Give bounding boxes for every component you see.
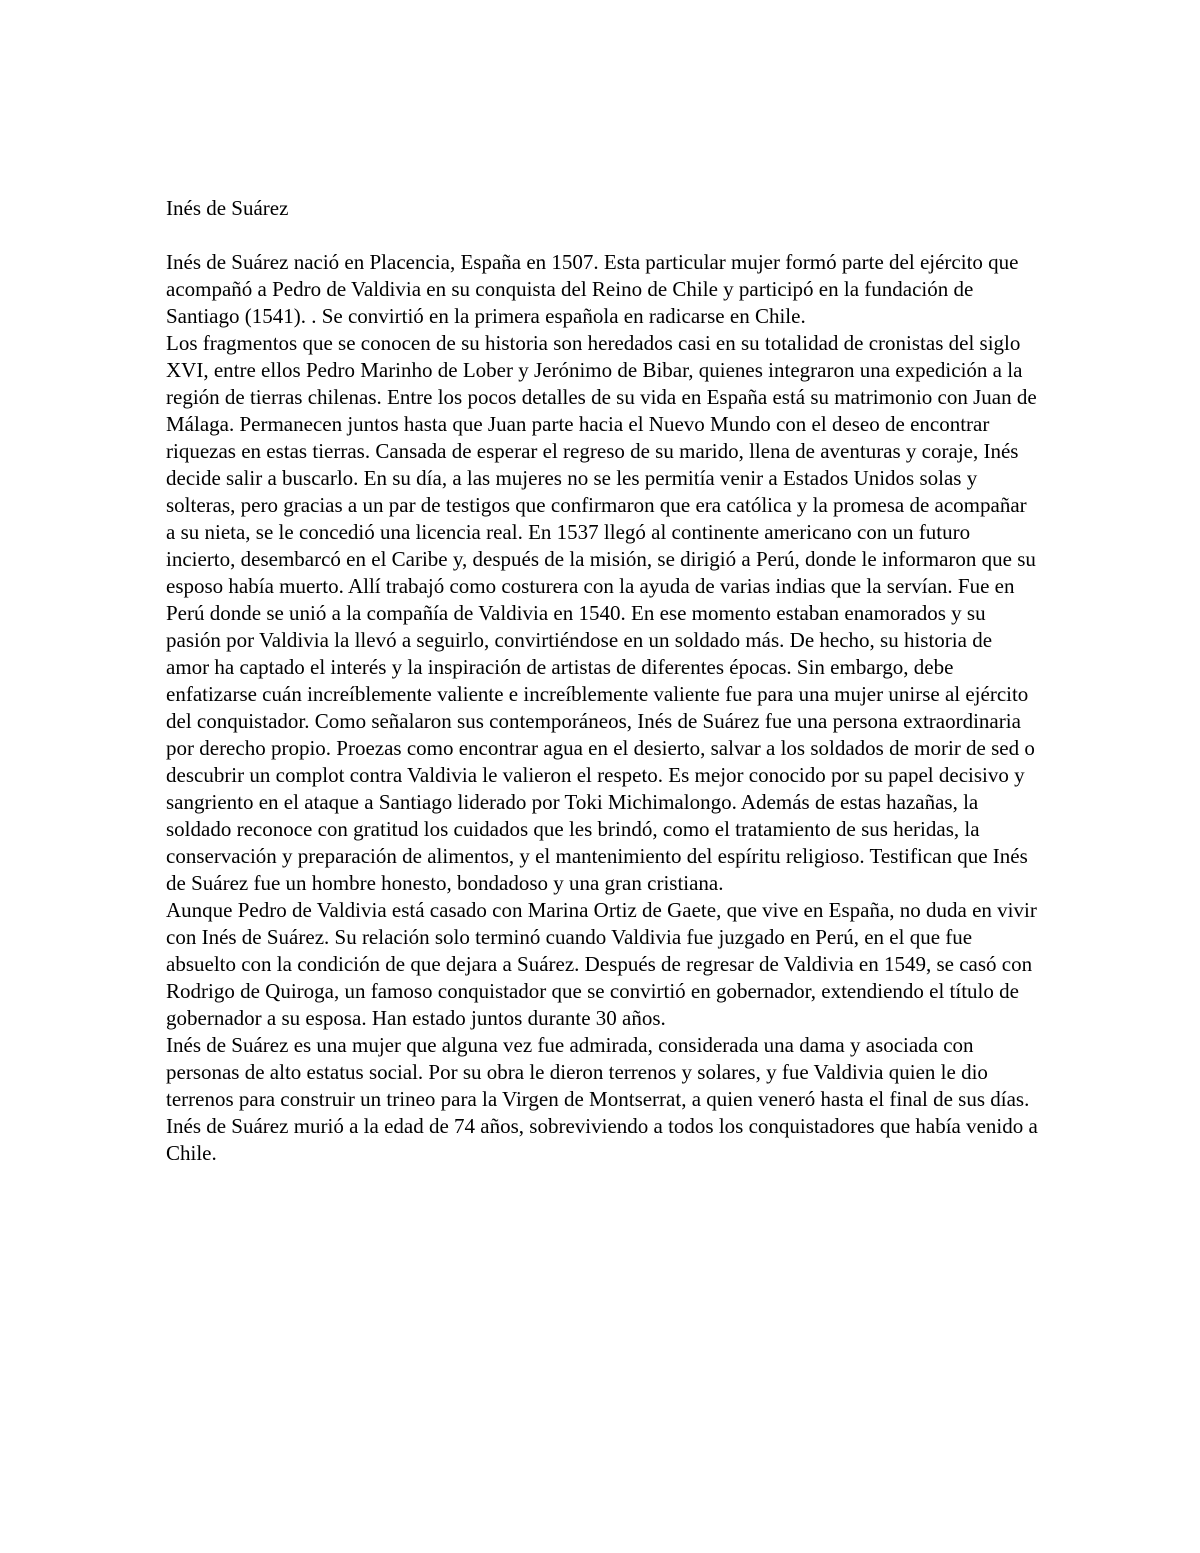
paragraph-3: Aunque Pedro de Valdivia está casado con Marina Ortiz de Gaete, que vive en España, no duda en vivir con Inés de Suárez. Su relación solo terminó cuando Valdivia fue juzgado en Perú, en el que fue absuelto con la condición de que dejara a Suárez. Después de regresar de Valdivia en 1549, se casó con Rodrigo de Quiroga, un famoso conquistador que se convirtió en gobernador, extendiendo el título de gobernador a su esposa. Han estado juntos durante 30 años. xyxy=(166,898,1037,1030)
paragraph-2: Los fragmentos que se conocen de su historia son heredados casi en su totalidad de cronistas del siglo XVI, entre ellos Pedro Marinho de Lober y Jerónimo de Bibar, quienes integraron una expedición a la región de tierras chilenas. Entre los pocos detalles de su vida en España está su matrimonio con Juan de Málaga. Permanecen juntos hasta que Juan parte hacia el Nuevo Mundo con el deseo de encontrar riquezas en estas tierras. Cansada de esperar el regreso de su marido, llena de aventuras y coraje, Inés decide salir a buscarlo. En su día, a las mujeres no se les permitía venir a Estados Unidos solas y solteras, pero gracias a un par de testigos que confirmaron que era católica y la promesa de acompañar a su nieta, se le concedió una licencia real. En 1537 llegó al continente americano con un futuro incierto, desembarcó en el Caribe y, después de la misión, se dirigió a Perú, donde le informaron que su esposo había muerto. Allí trabajó como costurera con la ayuda de varias indias que la servían. Fue en Perú donde se unió a la compañía de Valdivia en 1540. En ese momento estaban enamorados y su pasión por Valdivia la llevó a seguirlo, convirtiéndose en un soldado más. De hecho, su historia de amor ha captado el interés y la inspiración de artistas de diferentes épocas. Sin embargo, debe enfatizarse cuán increíblemente valiente e increíblemente valiente fue para una mujer unirse al ejército del conquistador. Como señalaron sus contemporáneos, Inés de Suárez fue una persona extraordinaria por derecho propio. Proezas como encontrar agua en el desierto, salvar a los soldados de morir de sed o descubrir un complot contra Valdivia le valieron el respeto. Es mejor conocido por su papel decisivo y sangriento en el ataque a Santiago liderado por Toki Michimalongo. Además de estas hazañas, la soldado reconoce con gratitud los cuidados que les brindó, como el tratamiento de sus heridas, la conservación y preparación de alimentos, y el mantenimiento del espíritu religioso. Testifican que Inés de Suárez fue un hombre honesto, bondadoso y una gran cristiana. xyxy=(166,331,1037,895)
document-title: Inés de Suárez xyxy=(166,196,289,220)
paragraph-1: Inés de Suárez nació en Placencia, España en 1507. Esta particular mujer formó parte del ejército que acompañó a Pedro de Valdivia en su conquista del Reino de Chile y participó en la fundación de Santiago (1541). . Se convirtió en la primera española en radicarse en Chile. xyxy=(166,250,1019,328)
paragraph-4: Inés de Suárez es una mujer que alguna vez fue admirada, considerada una dama y asociada con personas de alto estatus social. Por su obra le dieron terrenos y solares, y fue Valdivia quien le dio terrenos para construir un trineo para la Virgen de Montserrat, a quien veneró hasta el final de sus días. Inés de Suárez murió a la edad de 74 años, sobreviviendo a todos los conquistadores que había venido a Chile. xyxy=(166,1033,1038,1165)
document-body xyxy=(166,195,1038,1167)
